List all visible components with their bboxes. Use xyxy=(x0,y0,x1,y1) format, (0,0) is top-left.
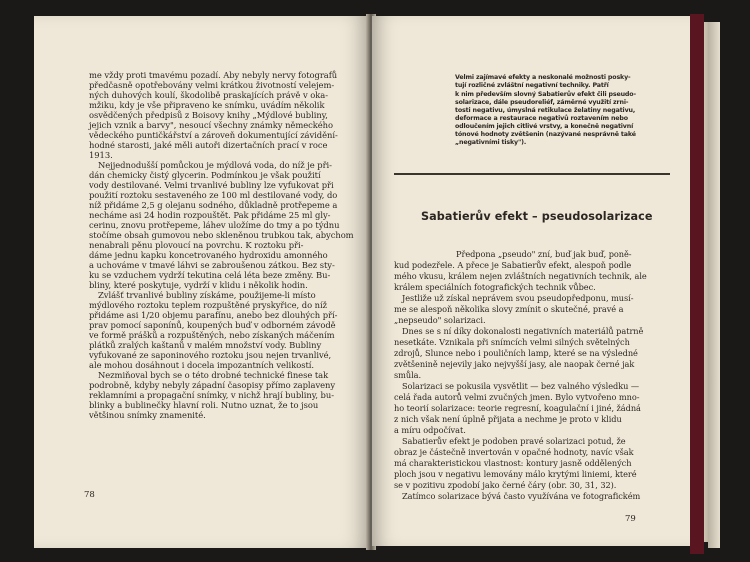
text-line: vody destilované. Velmi trvanlivé bubliny lze vyfukovat při xyxy=(89,180,334,190)
text-line: celá řada autorů velmi zvučných jmen. Bylo vytvořeno mno- xyxy=(394,392,640,402)
text-line: se v pozitivu zpodobí jako černé čáry (obr. 30, 31, 32). xyxy=(394,480,617,490)
text-line: mýdlového roztoku teplem rozpuštěné pryskyřice, do níž xyxy=(89,300,328,310)
left-page xyxy=(34,16,370,548)
text-line: ku se vzduchem vydrží tekutina celá léta beze změny. Bu- xyxy=(89,270,331,280)
section-heading: Sabatierův efekt – pseudosolarizace xyxy=(421,210,653,223)
text-line: má charakteristickou vlastnost: kontury jasně oddělených xyxy=(394,458,632,468)
text-line: dán chemicky čistý glycerin. Podmínkou je však použití xyxy=(89,170,321,180)
section-divider xyxy=(394,173,670,175)
text-line: Zatímco solarizace bývá často využívána ve fotografickém xyxy=(402,491,641,501)
text-line: vědeckého puntičkářství a zároveň dokumentující závidění- xyxy=(89,130,338,140)
text-line: Zvlášť trvanlivé bubliny získáme, použijeme-li místo xyxy=(98,290,316,300)
text-line: cerinu, znovu protřepeme, láhev uložíme do tmy a po týdnu xyxy=(89,220,340,230)
text-line: Sabatierův efekt je podoben pravé solarizaci potud, že xyxy=(402,436,626,446)
text-line: nesetkáte. Vznikala při snímcích velmi silných světelných xyxy=(394,337,630,347)
text-line: 1913. xyxy=(89,150,113,160)
text-line: zdrojů, Slunce nebo i pouličních lamp, které se na výsledné xyxy=(394,348,638,358)
text-line: přidáme asi 1/20 objemu parafínu, anebo bez dlouhých pří- xyxy=(89,310,338,320)
text-line: podrobně, kdyby nebyly západní časopisy přímo zaplaveny xyxy=(89,380,336,390)
text-line: většinou snímky znamenité. xyxy=(89,410,206,420)
text-line: blinky a bublinečky hlavní roli. Nutno uznat, že to jsou xyxy=(89,400,319,410)
text-line: a uchováme v tmavé láhvi se zabroušenou zátkou. Bez sty- xyxy=(89,260,335,270)
text-line: kud podezřele. A přece je Sabatierův efekt, alespoň podle xyxy=(394,260,632,270)
box-text-line: k nim především slovný Sabatierův efekt čili pseudo- xyxy=(455,91,636,98)
page-number: 78 xyxy=(84,490,95,500)
text-line: níž přidáme 2,5 g olejanu sodného, důkladně protřepeme a xyxy=(89,200,338,210)
text-line: „nepseudo" solarizaci. xyxy=(394,315,486,325)
text-line: z nich však není úplně přijata a nechme je proto v klidu xyxy=(394,414,622,424)
text-line: ploch jsou v negativu lemovány málo krytými liniemi, které xyxy=(394,469,637,479)
box-text-line: Velmi zajímavé efekty a neskonalé možnosti posky- xyxy=(455,74,631,81)
text-line: zvětšenině nejevily jako nejvyšší jasy, ale naopak černé jak xyxy=(394,359,635,369)
text-line: ných duhových koulí, škodolibě praskajících právě v oka- xyxy=(89,90,328,100)
text-line: obraz je částečně invertován v opačné hodnoty, navíc však xyxy=(394,447,634,457)
text-line: vyfukované ze saponinového roztoku jsou nejen trvanlivé, xyxy=(89,350,332,360)
text-line: ale mohou dosáhnout i docela impozantních velikostí. xyxy=(89,360,315,370)
text-line: ve formě prášků a rozpuštěných, nebo získaných máčením xyxy=(89,330,335,340)
box-text-line: tónové hodnoty zvětšenin (nazývané nesprávně také xyxy=(455,131,636,138)
text-line: Dnes se s ní díky dokonalosti negativních materiálů patrně xyxy=(402,326,644,336)
text-line: mžiku, kdy je vše připraveno ke snímku, uvádím několik xyxy=(89,100,325,110)
text-line: předčasně opotřebovány velmi krátkou životností velejem- xyxy=(89,80,335,90)
right-page xyxy=(372,16,690,546)
text-line: prav pomocí saponínů, koupených buď v odborném závodě xyxy=(89,320,336,330)
box-text-line: solarizace, dále pseudoreliéf, záměrné využití zrni- xyxy=(455,99,629,106)
text-line: Předpona „pseudo" zní, buď jak buď, poně- xyxy=(456,249,632,259)
text-line: me vždy proti tmavému pozadí. Aby nebyly nervy fotografů xyxy=(89,70,338,80)
box-text-line: deformace a restaurace negativů roztavením nebo xyxy=(455,115,628,122)
page-number: 79 xyxy=(625,514,636,524)
text-line: hodné starosti, jaké měli autoři dizertačních prací v roce xyxy=(89,140,328,150)
box-text-line: tosti negativu, úmyslná retikulace želatiny negativu, xyxy=(455,107,636,114)
text-line: Jestliže už získal neprávem svou pseudopředponu, musí- xyxy=(402,293,634,303)
text-line: reklamními a propagační snímky, v nichž hrají bubliny, bu- xyxy=(89,390,334,400)
text-line: nenabrali pěnu plovoucí na povrchu. K roztoku při- xyxy=(89,240,304,250)
text-line: stočíme obsah gumovou nebo skleněnou trubkou tak, abychom xyxy=(89,230,354,240)
text-line: plátků zralých kaštanů v malém množství vody. Bubliny xyxy=(89,340,322,350)
text-line: bliny, které poskytuje, vydrží v klidu i několik hodin. xyxy=(89,280,308,290)
text-line: králem speciálních fotografických technik vůbec. xyxy=(394,282,596,292)
text-line: ho teorií solarizace: teorie regresní, koagulační i jiné, žádná xyxy=(394,403,641,413)
text-line: jejich vznik a barvy", nesoucí všechny známky německého xyxy=(89,120,334,130)
text-line: Solarizaci se pokusila vysvětlit — bez valného výsledku — xyxy=(402,381,640,391)
text-line: a míru odpočívat. xyxy=(394,425,466,435)
text-line: Nejjednodušší pomůckou je mýdlová voda, do níž je při- xyxy=(98,160,332,170)
text-line: mého vkusu, králem nejen zvláštních negativních technik, ale xyxy=(394,271,647,281)
cover-edge xyxy=(690,14,704,554)
text-line: smůla. xyxy=(394,370,422,380)
text-line: použití roztoku sestaveného ze 100 ml destilované vody, do xyxy=(89,190,338,200)
box-text-line: odloučením jejich citlivé vrstvy, a konečně negativní xyxy=(455,123,634,130)
text-line: necháme asi 24 hodin rozpouštět. Pak přidáme 25 ml gly- xyxy=(89,210,331,220)
text-line: osvědčených předpisů z Boisovy knihy „Mýdlové bubliny, xyxy=(89,110,328,120)
text-line: me se alespoň několika slovy zmínit o skutečné, pravé a xyxy=(394,304,624,314)
text-line: Nezmiňoval bych se o této drobné technické finese tak xyxy=(98,370,329,380)
box-text-line: tují rozličné zvláštní negativní techniky. Patří xyxy=(455,82,609,89)
text-line: dáme jednu kapku koncetrovaného hydroxidu amonného xyxy=(89,250,328,260)
box-text-line: „negativními tisky"). xyxy=(455,139,527,146)
page-block-edge xyxy=(708,22,720,548)
